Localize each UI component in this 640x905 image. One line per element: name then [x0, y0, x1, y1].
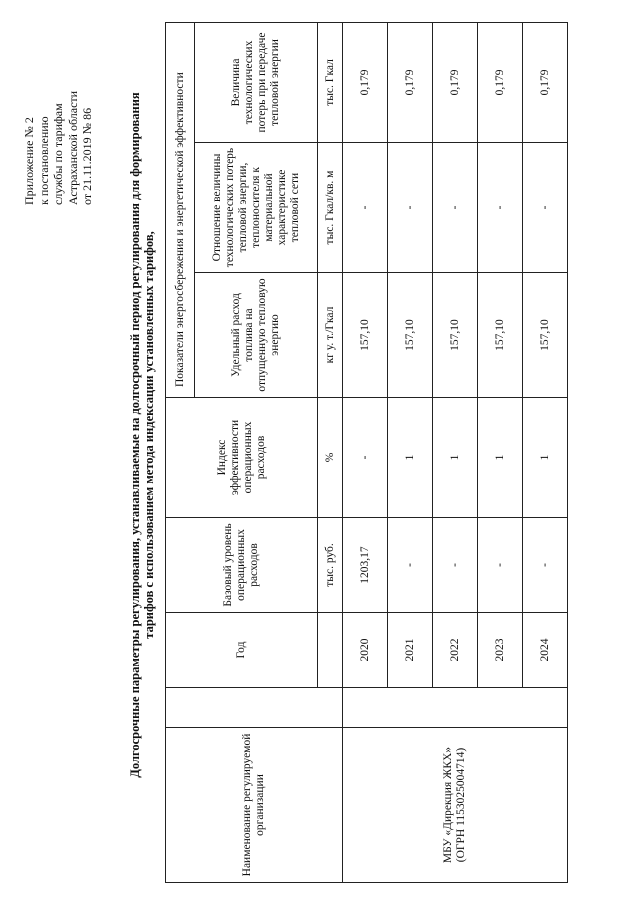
cell-fuel-rate: 157,10 — [388, 273, 433, 398]
cell-tech-losses: 0,179 — [343, 22, 388, 142]
cell-year: 2023 — [478, 613, 523, 688]
cell-year: 2021 — [388, 613, 433, 688]
header-org: Наименование регулируемой организации — [166, 728, 343, 883]
parameters-table — [165, 22, 568, 883]
header-base-level: Базовый уровень операционных расходов — [166, 518, 318, 613]
appendix-line: к постановлению — [36, 116, 51, 205]
appendix-line: от 21.11.2019 № 86 — [80, 107, 94, 205]
header-fuel-rate: Удельный расход топлива на отпущенную тепловую энергию — [195, 273, 318, 398]
cell-loss-ratio: - — [523, 143, 568, 273]
document-title — [128, 55, 156, 815]
unit-year — [318, 613, 343, 688]
spacer-cell — [343, 688, 568, 728]
organization-name: МБУ «Дирекция ЖКХ» (ОГРН 1153025004714) — [343, 728, 568, 883]
title-line-1: Долгосрочные параметры регулирования, устанавливаемые на долгосрочный период регулирования для формирования — [128, 92, 142, 778]
header-energy-group: Показатели энергосбережения и энергетической эффективности — [166, 22, 195, 397]
header-efficiency-index: Индекс эффективности операционных расходов — [166, 398, 318, 518]
cell-loss-ratio: - — [388, 143, 433, 273]
cell-efficiency-index: 1 — [478, 398, 523, 518]
header-loss-ratio: Отношение величины технологических потерь тепловой энергии, теплоносителя к материальной характеристике тепловой сети — [195, 143, 318, 273]
appendix-line: Астраханской области — [65, 90, 80, 205]
title-line-2: тарифов с использованием метода индексации установленных тарифов, — [142, 231, 156, 639]
appendix-block — [22, 25, 95, 205]
cell-tech-losses: 0,179 — [478, 22, 523, 142]
cell-base-level: - — [433, 518, 478, 613]
cell-efficiency-index: 1 — [433, 398, 478, 518]
cell-loss-ratio: - — [343, 143, 388, 273]
header-year: Год — [166, 613, 318, 688]
cell-loss-ratio: - — [478, 143, 523, 273]
cell-efficiency-index: 1 — [388, 398, 433, 518]
unit-loss-ratio: тыс. Гкал/кв. м — [318, 143, 343, 273]
cell-tech-losses: 0,179 — [523, 22, 568, 142]
unit-tech-losses: тыс. Гкал — [318, 22, 343, 142]
cell-loss-ratio: - — [433, 143, 478, 273]
unit-efficiency-index: % — [318, 398, 343, 518]
table-header-row — [166, 22, 195, 882]
cell-fuel-rate: 157,10 — [433, 273, 478, 398]
cell-year: 2024 — [523, 613, 568, 688]
cell-fuel-rate: 157,10 — [523, 273, 568, 398]
header-spacer — [166, 688, 343, 728]
header-tech-losses: Величина технологических потерь при передаче тепловой энергии — [195, 22, 318, 142]
cell-fuel-rate: 157,10 — [343, 273, 388, 398]
appendix-line: Приложение № 2 — [22, 117, 36, 205]
cell-base-level: 1203,17 — [343, 518, 388, 613]
unit-fuel-rate: кг у. т./Гкал — [318, 273, 343, 398]
cell-efficiency-index: - — [343, 398, 388, 518]
table-row — [343, 22, 388, 882]
cell-year: 2022 — [433, 613, 478, 688]
cell-year: 2020 — [343, 613, 388, 688]
cell-fuel-rate: 157,10 — [478, 273, 523, 398]
unit-base-level: тыс. руб. — [318, 518, 343, 613]
cell-base-level: - — [388, 518, 433, 613]
appendix-line: службы по тарифам — [51, 103, 65, 205]
cell-base-level: - — [478, 518, 523, 613]
cell-tech-losses: 0,179 — [433, 22, 478, 142]
cell-tech-losses: 0,179 — [388, 22, 433, 142]
cell-efficiency-index: 1 — [523, 398, 568, 518]
cell-base-level: - — [523, 518, 568, 613]
